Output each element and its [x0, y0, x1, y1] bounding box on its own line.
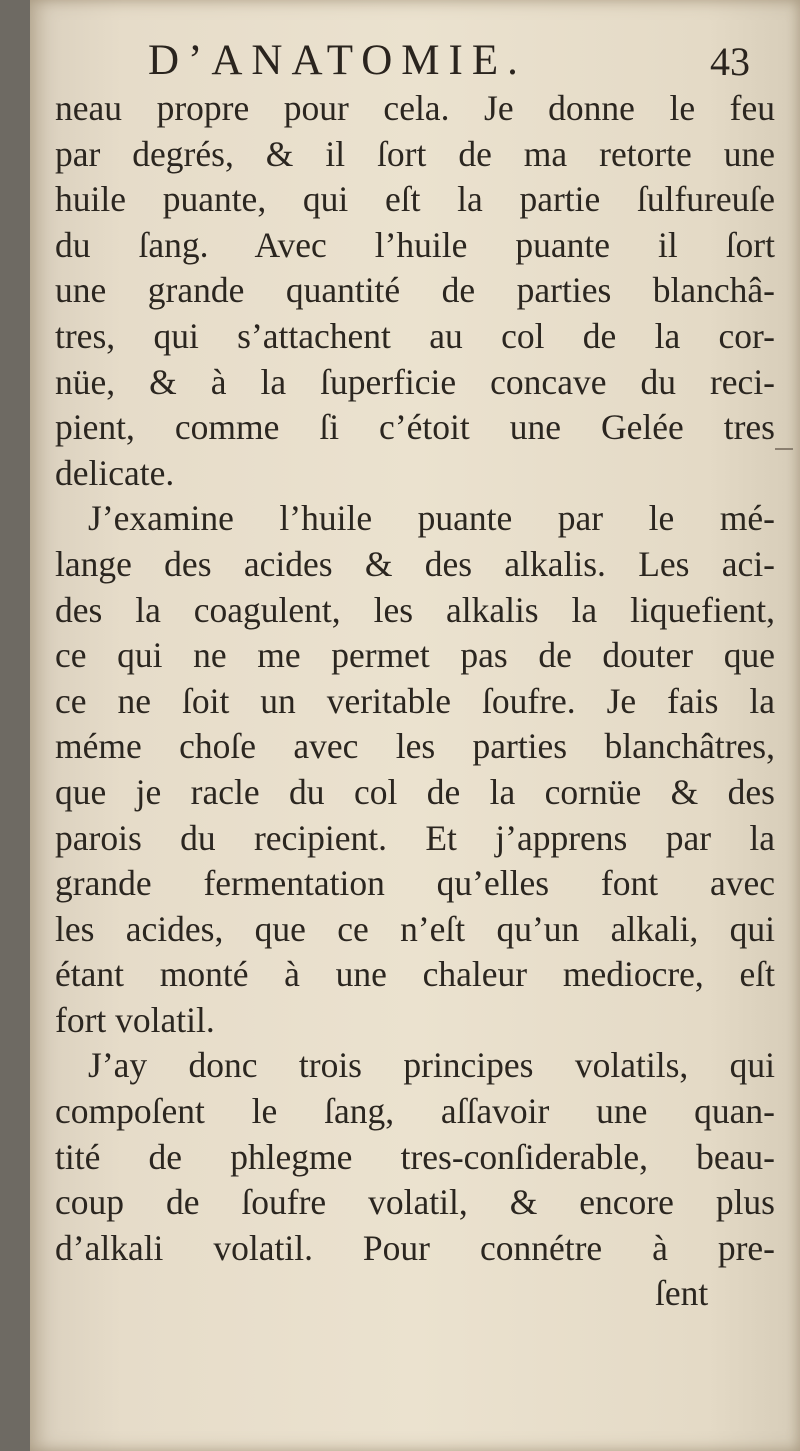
page-number: 43 [710, 39, 750, 84]
running-head: D’ANATOMIE. [148, 37, 527, 84]
text-line: delicate. [55, 452, 175, 493]
text-line: d’alkali volatil. Pour connétre à pre- [55, 1227, 775, 1268]
text-line: méme choſe avec les parties blanchâtres, [55, 726, 775, 767]
text-line: grande fermentation qu’elles font avec [55, 863, 775, 904]
text-line: des la coagulent, les alkalis la liquefient, [55, 589, 775, 630]
text-line: les acides, que ce n’eſt qu’un alkali, qui [55, 908, 775, 949]
text-line: nüe, & à la ſuperficie concave du reci- [55, 361, 775, 402]
paragraph-start-line: J’ay donc trois principes volatils, qui [88, 1045, 775, 1086]
text-line: pient, comme ſi c’étoit une Gelée tres [55, 407, 775, 448]
text-line: compoſent le ſang, aſſavoir une quan- [55, 1091, 775, 1132]
text-line: ce qui ne me permet pas de douter que [55, 635, 775, 676]
text-line: ce ne ſoit un veritable ſoufre. Je fais la [55, 680, 775, 721]
book-page [30, 0, 800, 1451]
text-line: parois du recipient. Et j’apprens par la [55, 817, 775, 858]
text-line: du ſang. Avec l’huile puante il ſort [55, 224, 775, 265]
catchword: ſent [655, 1273, 709, 1314]
text-line: tres, qui s’attachent au col de la cor- [55, 315, 775, 356]
margin-dash [775, 448, 793, 450]
body-text [55, 86, 775, 1317]
text-line: fort volatil. [55, 999, 215, 1040]
text-line: que je racle du col de la cornüe & des [55, 771, 775, 812]
text-line: étant monté à une chaleur mediocre, eſt [55, 954, 775, 995]
text-line: lange des acides & des alkalis. Les aci- [55, 543, 775, 584]
text-line: par degrés, & il ſort de ma retorte une [55, 133, 775, 174]
text-line: huile puante, qui eſt la partie ſulfureuſe [55, 179, 775, 220]
text-line: une grande quantité de parties blanchâ- [55, 270, 775, 311]
text-line: coup de ſoufre volatil, & encore plus [55, 1182, 775, 1223]
text-line: tité de phlegme tres-conſiderable, beau- [55, 1136, 775, 1177]
text-line: neau propre pour cela. Je donne le feu [55, 88, 775, 128]
paragraph-start-line: J’examine l’huile puante par le mé- [88, 498, 775, 539]
